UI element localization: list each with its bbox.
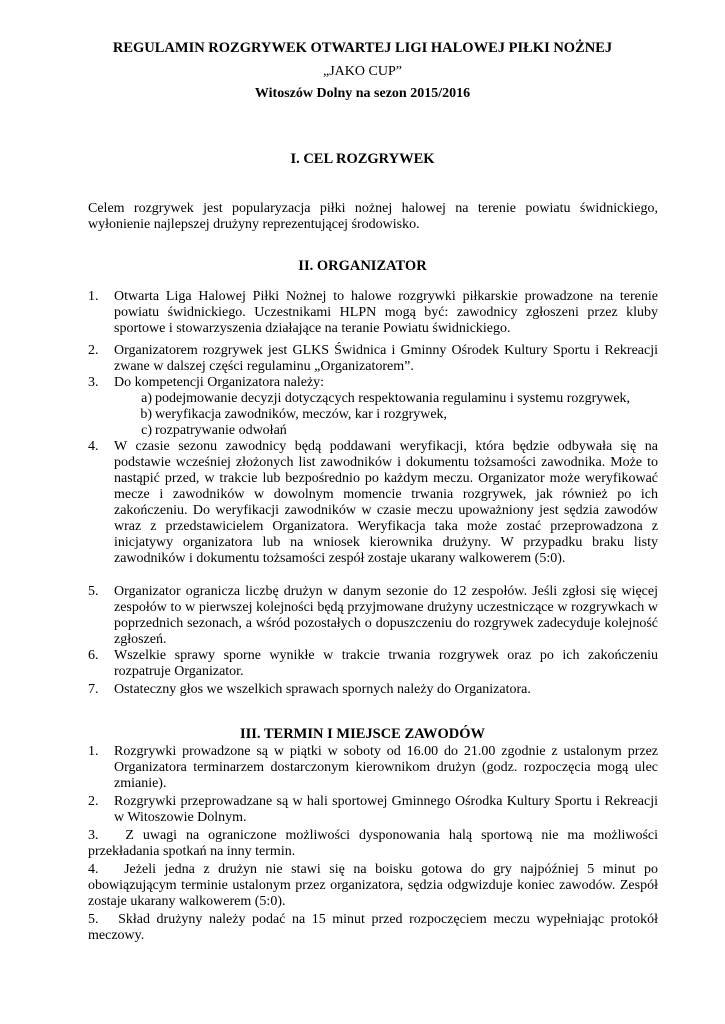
list-item bbox=[88, 794, 658, 826]
list-item bbox=[88, 682, 658, 698]
list-item-number: 6. bbox=[88, 648, 99, 663]
list-item-text: Z uwagi na ograniczone możliwości dysponowania halą sportową nie ma możliwości przekładania spotkań na inny termin. bbox=[88, 828, 659, 859]
document-season: Witoszów Dolny na sezon 2015/2016 bbox=[254, 86, 471, 101]
list-item-number: 4. bbox=[88, 862, 99, 877]
sub-list-item bbox=[130, 407, 660, 423]
list-item-text: Otwarta Liga Halowej Piłki Nożnej to halowe rozgrywki piłkarskie prowadzone na terenie powiatu świdnickiego. Uczestnikami HLPN mogą być: zawodnicy zgłoszeni przez kluby sportowe i stowarzyszenia działające na teranie Powiatu świdnickiego. bbox=[114, 289, 658, 336]
sub-list-item-letter: b) bbox=[140, 407, 152, 422]
document-title: REGULAMIN ROZGRYWEK OTWARTEJ LIGI HALOWEJ PIŁKI NOŻNEJ bbox=[112, 40, 613, 56]
list-item bbox=[88, 584, 658, 648]
list-item-number: 5. bbox=[88, 584, 99, 599]
list-item-number: 1. bbox=[88, 289, 99, 304]
list-item-number: 2. bbox=[88, 794, 99, 809]
sub-list-item-letter: a) bbox=[141, 391, 152, 406]
section-heading-termin: III. TERMIN I MIEJSCE ZAWODÓW bbox=[239, 726, 486, 742]
list-item-number: 2. bbox=[88, 343, 99, 358]
list-item-number: 5. bbox=[88, 912, 99, 927]
section-heading-cel: I. CEL ROZGRYWEK bbox=[290, 151, 435, 167]
sub-list-item-text: podejmowanie decyzji dotyczących respektowania regulaminu i systemu rozgrywek, bbox=[155, 391, 631, 406]
document-subtitle: „JAKO CUP” bbox=[323, 64, 402, 79]
list-item-text: Wszelkie sprawy sporne wynikłe w trakcie trwania rozgrywek oraz po ich zakończeniu rozpatruje Organizator. bbox=[114, 648, 658, 679]
list-item-number: 7. bbox=[88, 682, 99, 697]
list-item-plain bbox=[88, 862, 658, 910]
sub-list-item-text: rozpatrywanie odwołań bbox=[155, 423, 287, 438]
sub-list-item bbox=[130, 423, 660, 439]
sub-list-item-text: weryfikacja zawodników, meczów, kar i rozgrywek, bbox=[155, 407, 448, 422]
sub-list-item bbox=[130, 391, 660, 407]
list-item bbox=[88, 439, 658, 567]
section-heading-organizator: II. ORGANIZATOR bbox=[298, 258, 427, 274]
list-item-text: Rozgrywki przeprowadzane są w hali sportowej Gminnego Ośrodka Kultury Sportu i Rekreacji w Witoszowie Dolnym. bbox=[114, 794, 658, 825]
list-item bbox=[88, 648, 658, 680]
list-item-text: W czasie sezonu zawodnicy będą poddawani weryfikacji, która będzie odbywała się na podstawie wcześniej złożonych list zawodników i dokumentu tożsamości zawodnika. Może to nastąpić przed, w trakcie lub bezpośrednio po każdym meczu. Organizator może weryfikować mecze i zawodników w dowolnym momencie trwania rozgrywek, jak również po ich zakończeniu. Do weryfikacji zawodników w czasie meczu upoważniony jest sędzia zawodów wraz z przedstawicielem Organizatora. Weryfikacja taka może zostać przeprowadzona z inicjatywy organizatora lub na wniosek kierownika drużyny. W przypadku braku listy zawodników i dokumentu tożsamości zespół zostaje ukarany walkowerem (5:0). bbox=[114, 439, 658, 566]
list-item-text: Jeżeli jedna z drużyn nie stawi się na boisku gotowa do gry najpóźniej 5 minut po obowiązującym terminie ustalonym przez organizatora, sędzia odgwizduje koniec zawodów. Zespół zostaje ukarany walkowerem (5:0). bbox=[88, 862, 659, 909]
list-item-number: 3. bbox=[88, 375, 99, 390]
list-item bbox=[88, 375, 658, 391]
list-item-plain bbox=[88, 828, 658, 860]
list-item-text: Do kompetencji Organizatora należy: bbox=[114, 375, 325, 390]
section-paragraph-cel: Celem rozgrywek jest popularyzacja piłki nożnej halowej na terenie powiatu świdnickiego, wyłonienie najlepszej drużyny reprezentującej środowisko. bbox=[88, 201, 658, 232]
list-item-number: 1. bbox=[88, 744, 99, 759]
list-item-number: 3. bbox=[88, 828, 99, 843]
list-item-text: Organizatorem rozgrywek jest GLKS Świdnica i Gminny Ośrodek Kultury Sportu i Rekreacji zwane w dalszej części regulaminu „Organizatorem”. bbox=[114, 343, 658, 374]
list-item-text: Rozgrywki prowadzone są w piątki w soboty od 16.00 do 21.00 zgodnie z ustalonym przez Organizatora terminarzem dostarczonym kierownikom drużyn (godz. rozpoczęcia mogą ulec zmianie). bbox=[114, 744, 658, 791]
sub-list-item-letter: c) bbox=[141, 423, 152, 438]
list-item-plain bbox=[88, 912, 658, 944]
list-item bbox=[88, 744, 658, 792]
list-item-number: 4. bbox=[88, 439, 99, 454]
list-item-text: Skład drużyny należy podać na 15 minut przed rozpoczęciem meczu wypełniając protokół meczowy. bbox=[88, 912, 659, 943]
list-item-text: Ostateczny głos we wszelkich sprawach spornych należy do Organizatora. bbox=[114, 682, 531, 697]
list-item bbox=[88, 343, 658, 375]
list-item bbox=[88, 289, 658, 337]
list-item-text: Organizator ogranicza liczbę drużyn w danym sezonie do 12 zespołów. Jeśli zgłosi się więcej zespołów to w pierwszej kolejności będą przyjmowane drużyny uczestniczące w rozgrywkach w poprzednich sezonach, a wśród pozostałych o dopuszczeniu do rozgrywek zadecyduje kolejność zgłoszeń. bbox=[114, 584, 658, 647]
